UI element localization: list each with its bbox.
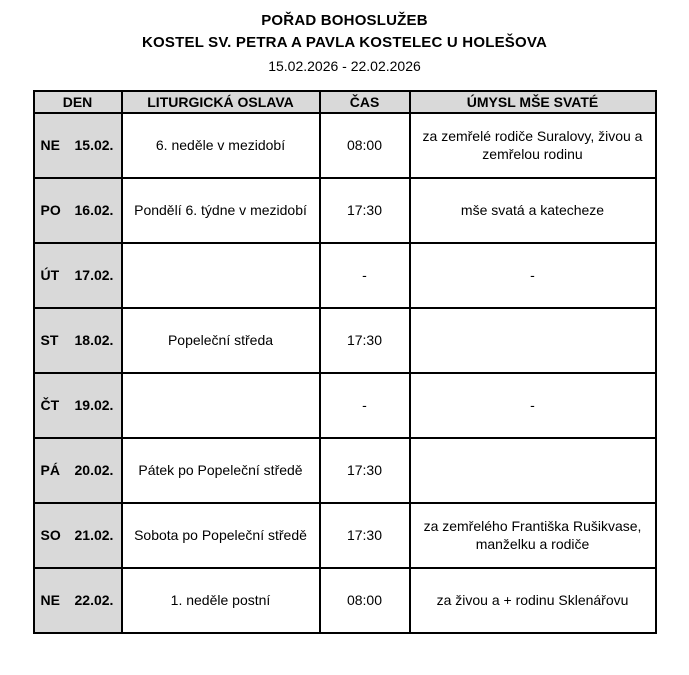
time-cell: 17:30 bbox=[320, 438, 410, 503]
day-date: 18.02. bbox=[74, 332, 114, 349]
intention-cell: - bbox=[410, 373, 656, 438]
day-date: 19.02. bbox=[74, 397, 114, 414]
celebration-cell bbox=[122, 373, 320, 438]
day-abbr: NE bbox=[40, 137, 60, 154]
intention-cell: za živou a + rodinu Sklenářovu bbox=[410, 568, 656, 633]
celebration-cell: Pondělí 6. týdne v mezidobí bbox=[122, 178, 320, 243]
day-date: 20.02. bbox=[74, 462, 114, 479]
date-range: 15.02.2026 - 22.02.2026 bbox=[268, 57, 421, 74]
intention-cell: mše svatá a katecheze bbox=[410, 178, 656, 243]
time-cell: 08:00 bbox=[320, 568, 410, 633]
day-cell bbox=[34, 243, 122, 308]
day-abbr: ČT bbox=[40, 397, 60, 414]
intention-cell bbox=[410, 308, 656, 373]
time-cell: 17:30 bbox=[320, 308, 410, 373]
day-abbr: ÚT bbox=[40, 267, 60, 284]
time-cell: 17:30 bbox=[320, 503, 410, 568]
intention-cell: za zemřelého Františka Rušikvase, manželku a rodiče bbox=[410, 503, 656, 568]
document-header bbox=[0, 10, 689, 76]
day-date: 16.02. bbox=[74, 202, 114, 219]
day-cell bbox=[34, 178, 122, 243]
table-row bbox=[34, 373, 656, 438]
celebration-cell: Popeleční středa bbox=[122, 308, 320, 373]
table-row bbox=[34, 243, 656, 308]
schedule-table bbox=[33, 90, 657, 634]
table-header-row bbox=[34, 91, 656, 113]
table-row bbox=[34, 113, 656, 178]
day-cell bbox=[34, 373, 122, 438]
day-cell bbox=[34, 438, 122, 503]
celebration-cell: Pátek po Popeleční středě bbox=[122, 438, 320, 503]
time-cell: 17:30 bbox=[320, 178, 410, 243]
day-abbr: PO bbox=[40, 202, 61, 219]
intention-cell: - bbox=[410, 243, 656, 308]
table-row bbox=[34, 308, 656, 373]
celebration-cell: 6. neděle v mezidobí bbox=[122, 113, 320, 178]
day-date: 22.02. bbox=[74, 592, 114, 609]
time-cell: 08:00 bbox=[320, 113, 410, 178]
day-abbr: SO bbox=[40, 527, 61, 544]
intention-cell: za zemřelé rodiče Suralovy, živou a zemřelou rodinu bbox=[410, 113, 656, 178]
column-header-intention: ÚMYSL MŠE SVATÉ bbox=[410, 91, 656, 113]
page-title: POŘAD BOHOSLUŽEB bbox=[261, 12, 428, 29]
day-abbr: ST bbox=[40, 332, 59, 349]
time-cell: - bbox=[320, 243, 410, 308]
table-row bbox=[34, 503, 656, 568]
day-cell bbox=[34, 308, 122, 373]
day-date: 15.02. bbox=[74, 137, 114, 154]
day-date: 21.02. bbox=[74, 527, 114, 544]
table-row bbox=[34, 438, 656, 503]
celebration-cell: Sobota po Popeleční středě bbox=[122, 503, 320, 568]
column-header-time: ČAS bbox=[320, 91, 410, 113]
day-date: 17.02. bbox=[74, 267, 114, 284]
table-row bbox=[34, 568, 656, 633]
day-abbr: PÁ bbox=[40, 462, 60, 479]
celebration-cell: 1. neděle postní bbox=[122, 568, 320, 633]
church-name: KOSTEL SV. PETRA A PAVLA KOSTELEC U HOLEŠOVA bbox=[142, 33, 547, 51]
day-cell bbox=[34, 568, 122, 633]
day-cell bbox=[34, 113, 122, 178]
intention-cell bbox=[410, 438, 656, 503]
time-cell: - bbox=[320, 373, 410, 438]
column-header-celebration: LITURGICKÁ OSLAVA bbox=[122, 91, 320, 113]
celebration-cell bbox=[122, 243, 320, 308]
day-abbr: NE bbox=[40, 592, 60, 609]
column-header-day: DEN bbox=[34, 91, 122, 113]
table-row bbox=[34, 178, 656, 243]
day-cell bbox=[34, 503, 122, 568]
